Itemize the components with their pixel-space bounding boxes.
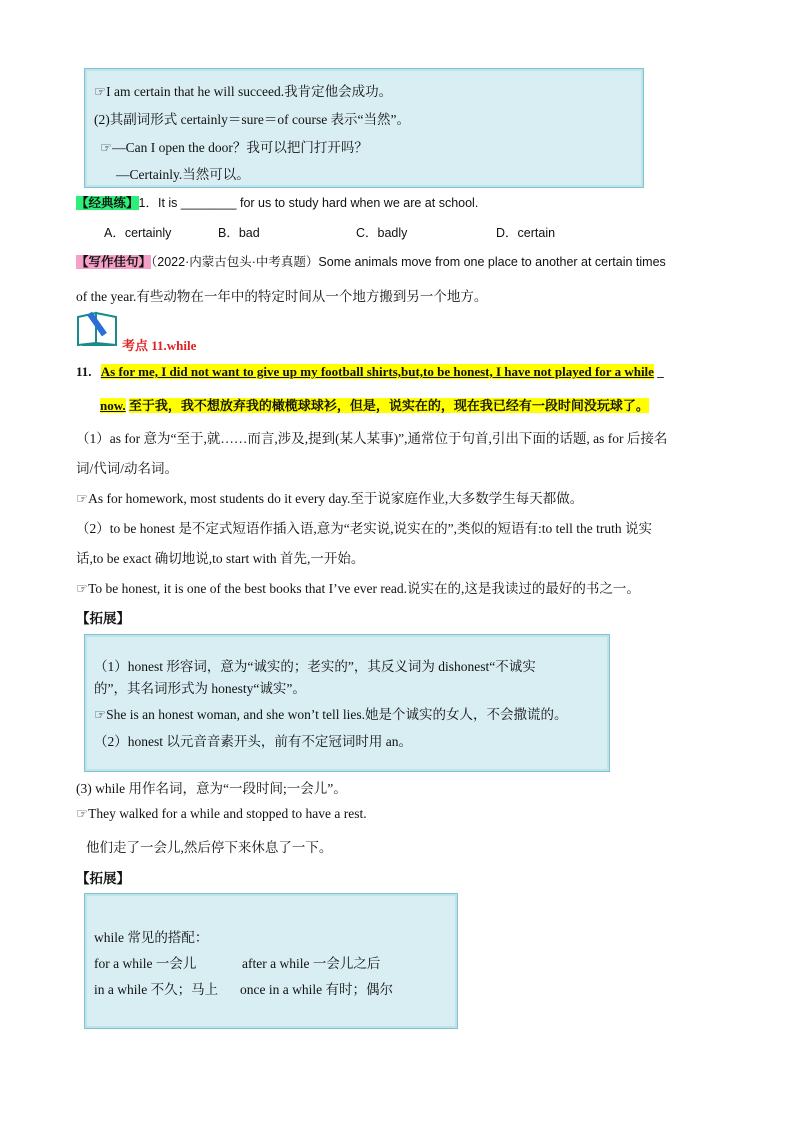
option-a: A．certainly	[104, 226, 172, 240]
example1: ☞As for homework, most students do it every day.至于说家庭作业,大多数学生每天都做。	[76, 491, 584, 506]
sentence11-en2: now.	[100, 398, 126, 413]
ext2-r1c2: after a while 一会儿之后	[242, 956, 381, 971]
note2a: （2）to be honest 是不定式短语作插入语,意为“老实说,说实在的”,类似的短语有:to tell the truth 说实	[76, 521, 652, 536]
sentence11-line1	[76, 364, 664, 380]
option-b: B．bad	[218, 226, 260, 240]
ext2-label: 【拓展】	[76, 871, 130, 886]
writing-line1	[76, 252, 666, 270]
note2b: 话,to be exact 确切地说,to start with 首先,一开始。	[76, 551, 365, 566]
ext1-line2: 的”，其名词形式为 honesty“诚实”。	[94, 681, 306, 696]
exercise-line	[76, 193, 478, 211]
ext1-line3: ☞She is an honest woman, and she won’t tell lies.她是个诚实的女人，不会撒谎的。	[94, 707, 568, 722]
box1-line1: ☞I am certain that he will succeed.我肯定他会成功。	[94, 84, 393, 99]
note1b: 词/代词/动名词。	[76, 461, 179, 476]
ext2-r2c1: in a while 不久；马上	[94, 982, 219, 997]
example2: ☞To be honest, it is one of the best books that I’ve ever read.说实在的,这是我读过的最好的书之一。	[76, 581, 640, 596]
sentence11-en1: As for me, I did not want to give up my football shirts,but,to be honest, I have not played for a while	[100, 364, 654, 379]
sentence11-number: 11.	[76, 364, 92, 379]
exercise-question: 1．It is ________ for us to study hard when we are at school.	[138, 196, 479, 210]
note1a: （1）as for 意为“至于,就……而言,涉及,提到(某人某事)”,通常位于句首,引出下面的话题, as for 后接名	[76, 431, 668, 446]
writing-tag: 【写作佳句】	[76, 255, 152, 269]
box1-line2: (2)其副词形式 certainly＝sure＝of course 表示“当然”。	[94, 112, 411, 127]
writing-text1: （2022·内蒙古包头·中考真题）Some animals move from one place to another at certain times	[151, 255, 666, 269]
exercise-tag: 【经典练】	[76, 196, 139, 210]
box1-line3: ☞—Can I open the door？我可以把门打开吗？	[100, 140, 368, 155]
section-title: 考点 11.while	[122, 338, 197, 353]
book-pencil-icon	[76, 309, 120, 347]
ext1-line1: （1）honest 形容词，意为“诚实的；老实的”，其反义词为 dishonest“不诚实	[94, 659, 536, 674]
option-d: D．certain	[496, 226, 556, 240]
ext1-line4: （2）honest 以元音音素开头，前有不定冠词时用 an。	[94, 734, 412, 749]
writing-line2: of the year.有些动物在一年中的特定时间从一个地方搬到另一个地方。	[76, 289, 488, 304]
ext2-title: while 常见的搭配：	[94, 930, 209, 945]
ext2-r2c2: once in a while 有时；偶尔	[240, 982, 393, 997]
while-noun-line1: (3) while 用作名词，意为“一段时间;一会儿”。	[76, 781, 347, 796]
option-c: C．badly	[356, 226, 408, 240]
sentence11-zh: 至于我，我不想放弃我的橄榄球球衫，但是，说实在的，现在我已经有一段时间没玩球了。	[128, 398, 649, 413]
ext1-label: 【拓展】	[76, 611, 130, 626]
sentence11-trail: _	[657, 364, 664, 379]
box1-line4: —Certainly.当然可以。	[116, 167, 250, 182]
ext2-r1c1: for a while 一会儿	[94, 956, 197, 971]
while-noun-line2: ☞They walked for a while and stopped to have a rest.	[76, 806, 367, 821]
while-noun-line3: 他们走了一会儿,然后停下来休息了一下。	[86, 840, 333, 855]
sentence11-line2	[100, 395, 649, 414]
